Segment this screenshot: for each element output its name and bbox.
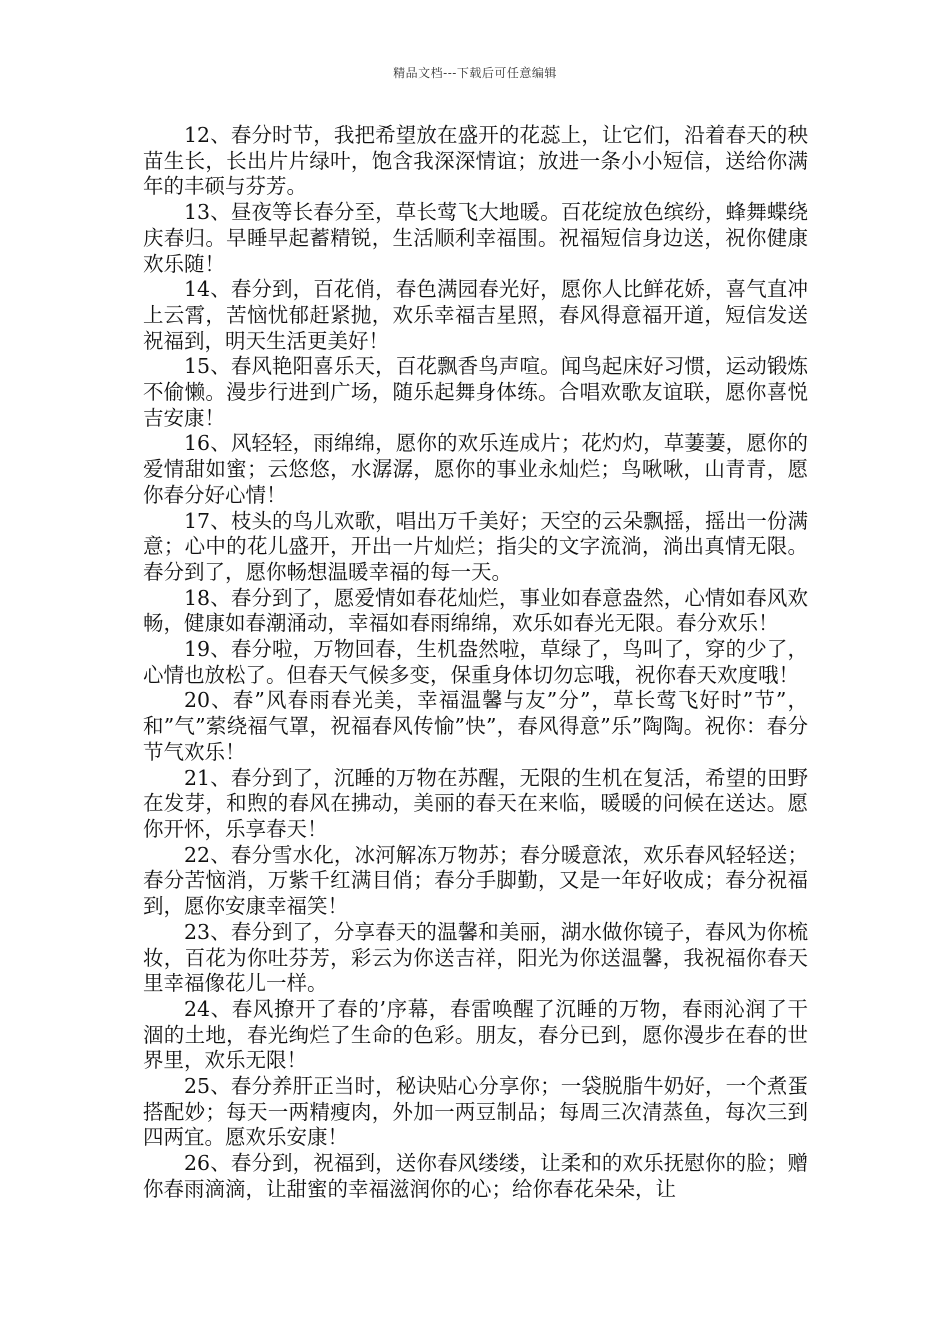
paragraph-19: 19、春分啦，万物回春，生机盎然啦，草绿了，鸟叫了，穿的少了，心情也放松了。但春天气候多变，保重身体切勿忘哦，祝你春天欢度哦！ (143, 637, 808, 687)
paragraph-21: 21、春分到了，沉睡的万物在苏醒，无限的生机在复活，希望的田野在发芽，和煦的春风在拂动，美丽的春天在来临，暖暖的问候在送达。愿你开怀，乐享春天！ (143, 765, 808, 841)
paragraph-22: 22、春分雪水化，冰河解冻万物苏；春分暖意浓，欢乐春风轻轻送；春分苦恼消，万紫千红满目俏；春分手脚勤，又是一年好收成；春分祝福到，愿你安康幸福笑！ (143, 842, 808, 919)
paragraph-24: 24、春风撩开了春的’序幕，春雷唤醒了沉睡的万物，春雨沁润了干涸的土地，春光绚烂了生命的色彩。朋友，春分已到，愿你漫步在春的世界里，欢乐无限！ (143, 996, 808, 1073)
paragraph-23: 23、春分到了，分享春天的温馨和美丽，湖水做你镜子，春风为你梳妆，百花为你吐芬芳，彩云为你送吉祥，阳光为你送温馨，我祝福你春天里幸福像花儿一样。 (143, 919, 808, 996)
paragraph-25: 25、春分养肝正当时，秘诀贴心分享你；一袋脱脂牛奶好，一个煮蛋搭配妙；每天一两精瘦肉，外加一两豆制品；每周三次清蒸鱼，每次三到四两宜。愿欢乐安康！ (143, 1074, 808, 1150)
paragraph-13: 13、昼夜等长春分至，草长莺飞大地暖。百花绽放色缤纷，蜂舞蝶绕庆春归。早睡早起蓄精锐，生活顺利幸福围。祝福短信身边送，祝你健康欢乐随！ (143, 200, 808, 276)
paragraph-17: 17、枝头的鸟儿欢歌，唱出万千美好；天空的云朵飘摇，摇出一份满意；心中的花儿盛开，开出一片灿烂；指尖的文字流淌，淌出真情无限。春分到了，愿你畅想温暖幸福的每一天。 (143, 508, 808, 584)
paragraph-20: 20、春”风春雨春光美，幸福温馨与友”分”，草长莺飞好时”节”，和”气”萦绕福气罩，祝福春风传愉”快”，春风得意”乐”陶陶。祝你：春分节气欢乐！ (143, 688, 808, 764)
paragraph-18: 18、春分到了，愿爱情如春花灿烂，事业如春意盎然，心情如春风欢畅，健康如春潮涌动，幸福如春雨绵绵，欢乐如春光无限。春分欢乐！ (143, 585, 808, 636)
paragraph-12: 12、春分时节，我把希望放在盛开的花蕊上，让它们，沿着春天的秧苗生长，长出片片绿叶，饱含我深深情谊；放进一条小小短信，送给你满年的丰硕与芬芳。 (143, 123, 808, 199)
document-body (143, 123, 808, 1203)
paragraph-15: 15、春风艳阳喜乐天，百花飘香鸟声喧。闻鸟起床好习惯，运动锻炼不偷懒。漫步行进到广场，随乐起舞身体练。合唱欢歌友谊联，愿你喜悦吉安康！ (143, 354, 808, 430)
page-header: 精品文档---下载后可任意编辑 (393, 66, 557, 80)
paragraph-26: 26、春分到，祝福到，送你春风缕缕，让柔和的欢乐抚慰你的脸；赠你春雨滴滴，让甜蜜的幸福滋润你的心；给你春花朵朵，让 (143, 1151, 808, 1201)
paragraph-16: 16、风轻轻，雨绵绵，愿你的欢乐连成片；花灼灼，草萋萋，愿你的爱情甜如蜜；云悠悠，水潺潺，愿你的事业永灿烂；鸟啾啾，山青青，愿你春分好心情！ (143, 431, 808, 507)
paragraph-14: 14、春分到，百花俏，春色满园春光好，愿你人比鲜花娇，喜气直冲上云霄，苦恼忧郁赶紧抛，欢乐幸福吉星照，春风得意福开道，短信发送祝福到，明天生活更美好！ (143, 277, 808, 353)
